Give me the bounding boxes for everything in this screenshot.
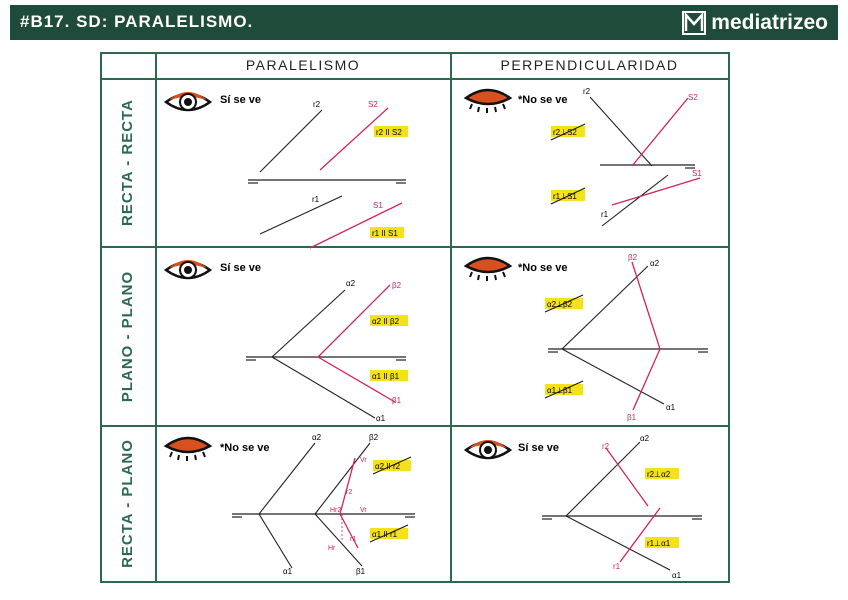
- label-alpha1: α1: [376, 414, 386, 423]
- label-r1: r1: [350, 536, 357, 543]
- label-r1: r1: [601, 210, 609, 219]
- label-r2: r2: [602, 442, 610, 451]
- line-r2: [260, 110, 322, 172]
- eye-closed-icon: [466, 90, 510, 113]
- line-r1: [602, 175, 668, 226]
- label-vr1: Vr: [360, 507, 367, 514]
- label-alpha2: α2: [650, 259, 660, 268]
- row-header-recta-recta: RECTA - RECTA: [119, 99, 137, 226]
- visibility-label: Sí se ve: [220, 262, 261, 274]
- label-s2: S2: [688, 93, 698, 102]
- plane-alpha-traces: [566, 442, 670, 570]
- label-alpha2: α2: [640, 434, 650, 443]
- visibility-label: Sí se ve: [220, 94, 261, 106]
- tag-top: α2 II β2: [372, 317, 400, 326]
- tag-bottom: r1⊥α1: [647, 539, 671, 548]
- cell-recta-recta-perpendicularidad: [466, 87, 702, 226]
- label-hr: Hr: [328, 545, 336, 552]
- visibility-label: Sí se ve: [518, 442, 559, 454]
- label-r2: r2: [313, 100, 321, 109]
- label-alpha1: α1: [672, 571, 682, 580]
- label-beta2: β2: [369, 433, 379, 442]
- row-header-recta-plano: RECTA - PLANO: [119, 439, 137, 568]
- label-hr2: Hr2: [330, 507, 342, 514]
- label-beta2: β2: [392, 281, 402, 290]
- row-header-plano-plano: PLANO - PLANO: [119, 270, 136, 402]
- label-beta1: β1: [392, 396, 402, 405]
- line-s2: [632, 98, 688, 166]
- cell-recta-plano-perpendicularidad: [466, 434, 702, 580]
- tag-top: r2⊥S2: [553, 128, 577, 137]
- brand-name: mediatrizeo: [711, 10, 828, 34]
- tag-bottom: r1 II S1: [372, 229, 398, 238]
- cell-plano-plano-perpendicularidad: [466, 253, 708, 422]
- label-vr: Vr: [360, 457, 367, 464]
- column-header-perpendicularidad: PERPENDICULARIDAD: [500, 57, 679, 73]
- line-r2: [340, 458, 355, 514]
- label-beta1: β1: [627, 413, 637, 422]
- label-s2: S2: [368, 100, 378, 109]
- tag-top: α2⊥β2: [547, 300, 573, 309]
- cell-recta-recta-paralelismo: [166, 92, 408, 248]
- label-beta2: β2: [628, 253, 638, 262]
- line-r2: [606, 448, 648, 506]
- plane-alpha-traces: [272, 290, 375, 418]
- cell-recta-plano-paralelismo: [166, 433, 415, 576]
- line-r2: [590, 97, 652, 166]
- label-r1: r1: [613, 562, 621, 571]
- label-alpha1: α1: [666, 403, 676, 412]
- label-beta1: β1: [356, 567, 366, 576]
- label-alpha2: α2: [312, 433, 322, 442]
- line-r1: [260, 196, 342, 234]
- tag-bottom: α1⊥β1: [547, 386, 573, 395]
- cell-plano-plano-paralelismo: [166, 260, 408, 423]
- plane-beta-traces: [632, 262, 660, 410]
- label-s1: S1: [373, 201, 383, 210]
- eye-open-icon: [166, 260, 210, 278]
- line-s2: [320, 108, 388, 170]
- page-title: #B17. SD: PARALELISMO.: [20, 12, 254, 31]
- tag-bottom: r1⊥S1: [553, 192, 577, 201]
- label-r1: r1: [312, 195, 320, 204]
- label-alpha1: α1: [283, 567, 293, 576]
- eye-closed-icon: [466, 258, 510, 281]
- eye-open-icon: [466, 440, 510, 458]
- label-s1: S1: [692, 169, 702, 178]
- line-s1: [612, 178, 700, 205]
- tag-top: r2⊥α2: [647, 470, 671, 479]
- tag-bottom: α1 II r1: [372, 530, 398, 539]
- eye-open-icon: [166, 92, 210, 110]
- eye-closed-icon: [166, 438, 210, 461]
- label-r2: r2: [346, 489, 353, 496]
- column-header-paralelismo: PARALELISMO: [245, 57, 361, 73]
- tag-bottom: α1 II β1: [372, 372, 400, 381]
- plane-beta-traces: [318, 285, 395, 402]
- visibility-label: *No se ve: [220, 442, 270, 454]
- label-alpha2: α2: [346, 279, 356, 288]
- label-r2: r2: [583, 87, 591, 96]
- tag-top: r2 II S2: [376, 128, 402, 137]
- line-s1: [310, 203, 402, 248]
- plane-alpha-traces: [259, 443, 315, 568]
- tag-top: α2 II r2: [375, 462, 401, 471]
- visibility-label: *No se ve: [518, 262, 568, 274]
- visibility-label: *No se ve: [518, 94, 568, 106]
